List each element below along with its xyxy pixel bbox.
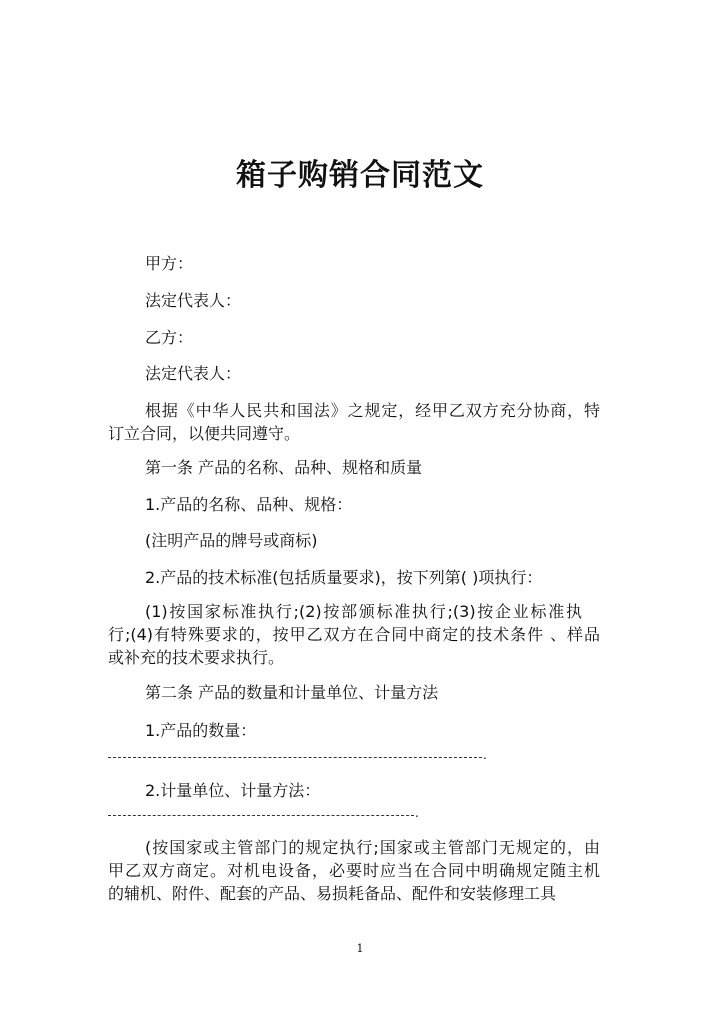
preamble-paragraph bbox=[108, 399, 600, 445]
article2-item1 bbox=[108, 719, 600, 742]
text-line: 或补充的技术要求执行。 bbox=[108, 648, 285, 667]
item-text: 2.计量单位、计量方法： bbox=[145, 781, 321, 800]
heading-text: 第一条 产品的名称、品种、规格和质量 bbox=[145, 458, 423, 477]
article1-heading bbox=[108, 456, 600, 479]
party-b-rep bbox=[108, 362, 600, 385]
article1-item1-note bbox=[108, 529, 600, 552]
text-line: 甲乙双方商定。对机电设备，必要时应当在合同中明确规定随主机 bbox=[108, 861, 600, 880]
text-line: (1)按国家标准执行;(2)按部颁标准执行;(3)按企业标准执 bbox=[145, 602, 582, 621]
item-text: 1.产品的数量： bbox=[145, 721, 257, 740]
party-b-label: 乙方： bbox=[145, 328, 194, 347]
text-line: 行;(4)有特殊要求的，按甲乙双方在合同中商定的技术条件 、样品 bbox=[108, 625, 600, 644]
party-a bbox=[108, 252, 600, 275]
text-line: 根据《中华人民共和国法》之规定，经甲乙双方充分协商，特 bbox=[145, 401, 600, 420]
period-mark: . bbox=[415, 806, 419, 820]
quantity-blank-line bbox=[108, 757, 482, 758]
text-line: 订立合同，以便共同遵守。 bbox=[108, 424, 301, 443]
page-number: 1 bbox=[356, 942, 364, 955]
item-text: 1.产品的名称、品种、规格： bbox=[145, 495, 353, 514]
party-b bbox=[108, 326, 600, 349]
party-a-label: 甲方： bbox=[145, 254, 194, 273]
heading-text: 第二条 产品的数量和计量单位、计量方法 bbox=[145, 683, 439, 702]
article2-item2 bbox=[108, 779, 600, 802]
article1-item2 bbox=[108, 566, 600, 589]
article1-item1 bbox=[108, 493, 600, 516]
party-b-rep-label: 法定代表人： bbox=[145, 364, 242, 383]
text-line: 的辅机、附件、配套的产品、易损耗备品、配件和安装修理工具 bbox=[108, 884, 557, 903]
period-mark: . bbox=[483, 748, 487, 762]
item-text: 2.产品的技术标准(包括质量要求)，按下列第( )项执行： bbox=[145, 568, 543, 587]
article2-note bbox=[108, 836, 600, 905]
article2-heading bbox=[108, 681, 600, 704]
document-title: 箱子购销合同范文 bbox=[236, 158, 484, 193]
note-text: (注明产品的牌号或商标) bbox=[145, 531, 318, 550]
unit-method-blank-line bbox=[108, 815, 414, 816]
article1-item2-options bbox=[108, 600, 600, 669]
party-a-rep-label: 法定代表人： bbox=[145, 291, 242, 310]
party-a-rep bbox=[108, 289, 600, 312]
text-line: (按国家或主管部门的规定执行;国家或主管部门无规定的，由 bbox=[145, 838, 600, 857]
